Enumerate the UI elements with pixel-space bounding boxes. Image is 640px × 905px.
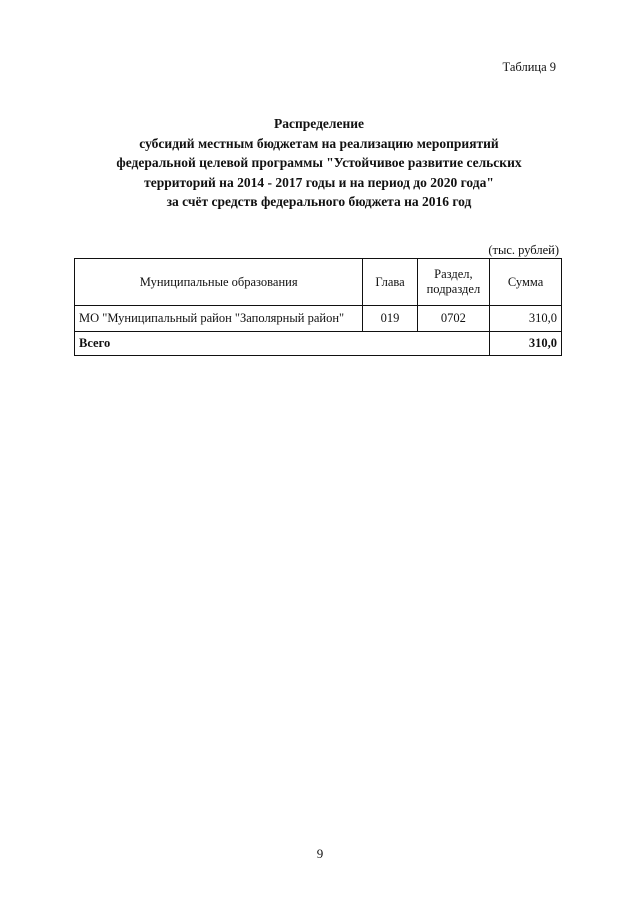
column-header-razdel-line2: подраздел [426, 282, 481, 296]
column-header-razdel-line1: Раздел, [434, 267, 473, 281]
column-header-name: Муниципальные образования [75, 259, 363, 306]
title-line: субсидий местным бюджетам на реализацию мероприятий [139, 135, 499, 151]
title-line: территорий на 2014 - 2017 годы и на период до 2020 года" [144, 174, 494, 190]
title-line: Распределение [273, 116, 365, 131]
total-sum-cell: 310,0 [490, 332, 562, 356]
municipality-name-cell: МО "Муниципальный район "Заполярный район" [75, 306, 363, 332]
title-line: федеральной целевой программы "Устойчивое развитие сельских [116, 155, 522, 170]
column-header-razdel [417, 259, 490, 306]
total-label-cell: Всего [75, 332, 490, 356]
units-label: (тыс. рублей) [488, 243, 559, 257]
title-line: за счёт средств федерального бюджета на 2016 год [166, 194, 472, 209]
table-row [75, 306, 562, 332]
sum-cell: 310,0 [490, 306, 562, 332]
page-number: 9 [316, 846, 324, 861]
subsidy-table [74, 258, 562, 356]
table-header-row [75, 259, 562, 306]
document-title [74, 114, 564, 212]
razdel-cell: 0702 [417, 306, 490, 332]
glava-cell: 019 [363, 306, 417, 332]
total-row [75, 332, 562, 356]
column-header-sum: Сумма [490, 259, 562, 306]
table-number-label: Таблица 9 [502, 60, 556, 74]
column-header-glava: Глава [363, 259, 417, 306]
